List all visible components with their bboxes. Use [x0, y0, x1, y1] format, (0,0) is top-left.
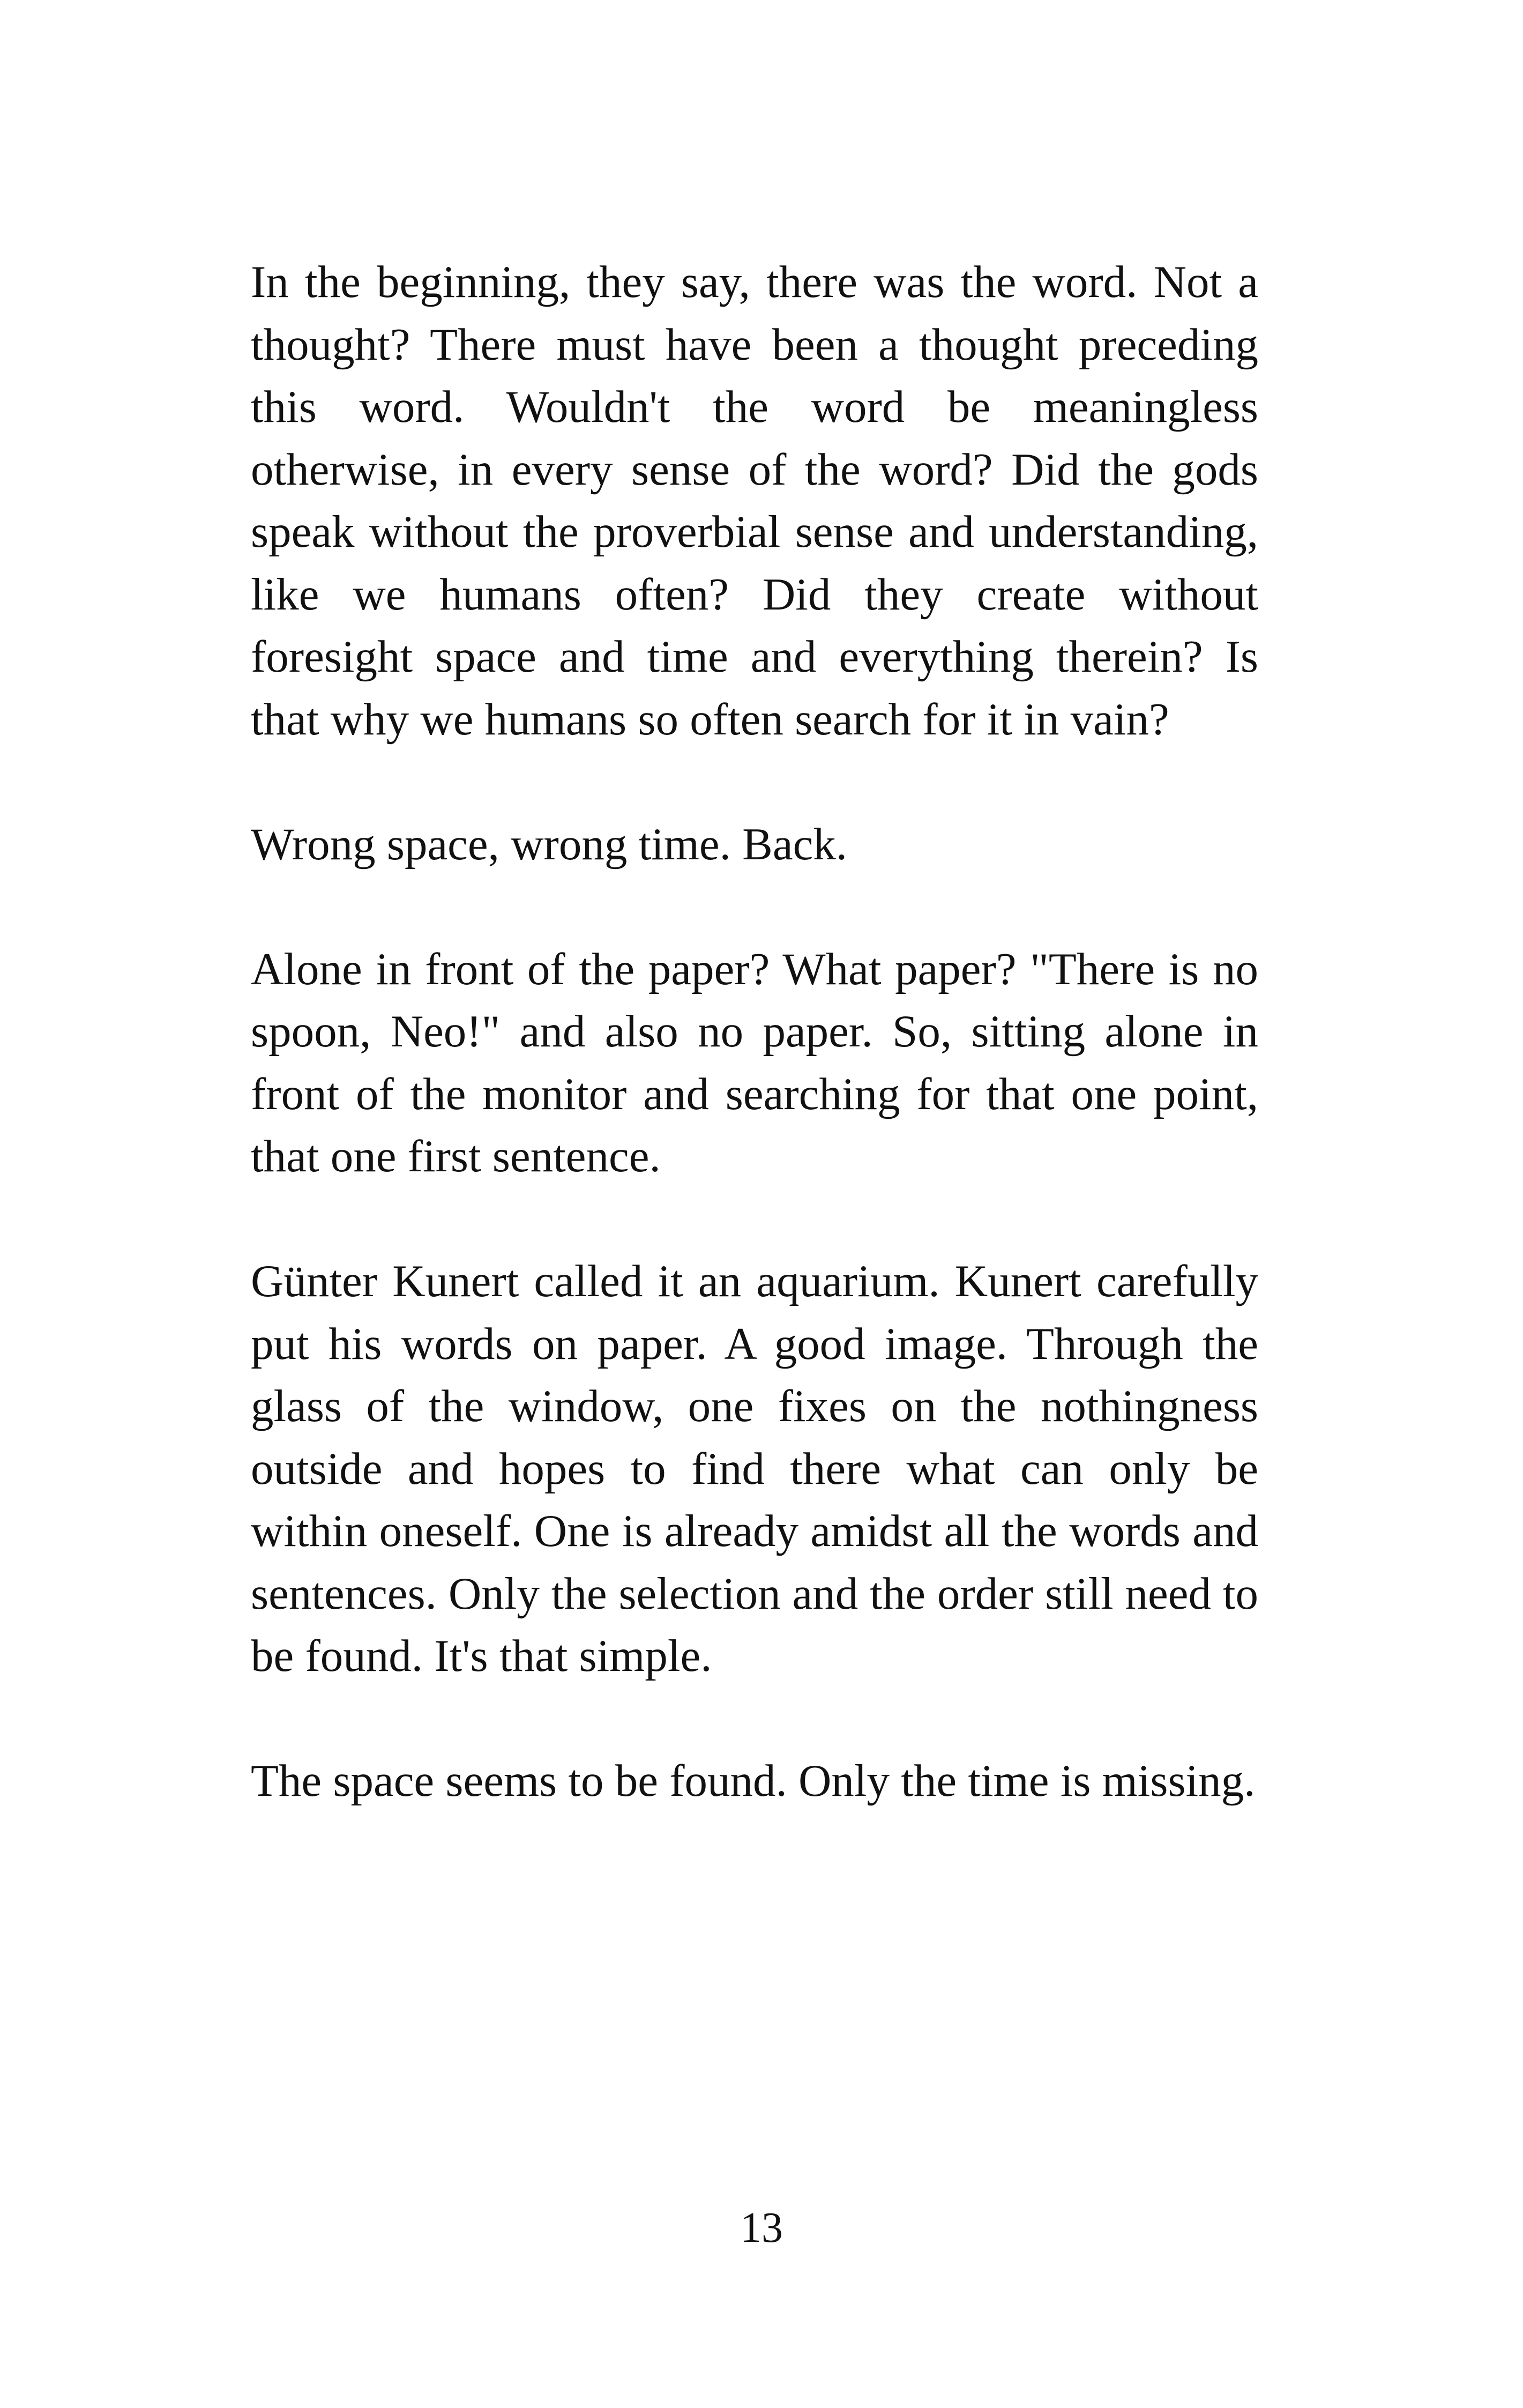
- body-text: [251, 251, 1258, 1875]
- paragraph-4: Günter Kunert called it an aquarium. Kunert carefully put his words on paper. A good image. Through the glass of the window, one fixes on the nothingness outside and hopes to find there what can only be within oneself. One is already amidst all the words and sentences. Only the selection and the order still need to be found. It's that simple.: [251, 1256, 1258, 1681]
- paragraph-3: Alone in front of the paper? What paper? "There is no spoon, Neo!" and also no paper. So, sitting alone in front of the monitor and searching for that one point, that one first sentence.: [251, 943, 1258, 1181]
- paragraph-1: In the beginning, they say, there was the word. Not a thought? There must have been a thought preceding this word. Wouldn't the word be meaningless otherwise, in every sense of the word? Did the gods speak without the proverbial sense and understanding, like we humans often? Did they create without foresight space and time and everything therein? Is that why we humans so often search for it in vain?: [251, 257, 1258, 745]
- paragraph-5: The space seems to be found. Only the time is missing.: [251, 1756, 1256, 1806]
- paragraph-2: Wrong space, wrong time. Back.: [251, 819, 848, 869]
- page-number: 13: [740, 2204, 783, 2251]
